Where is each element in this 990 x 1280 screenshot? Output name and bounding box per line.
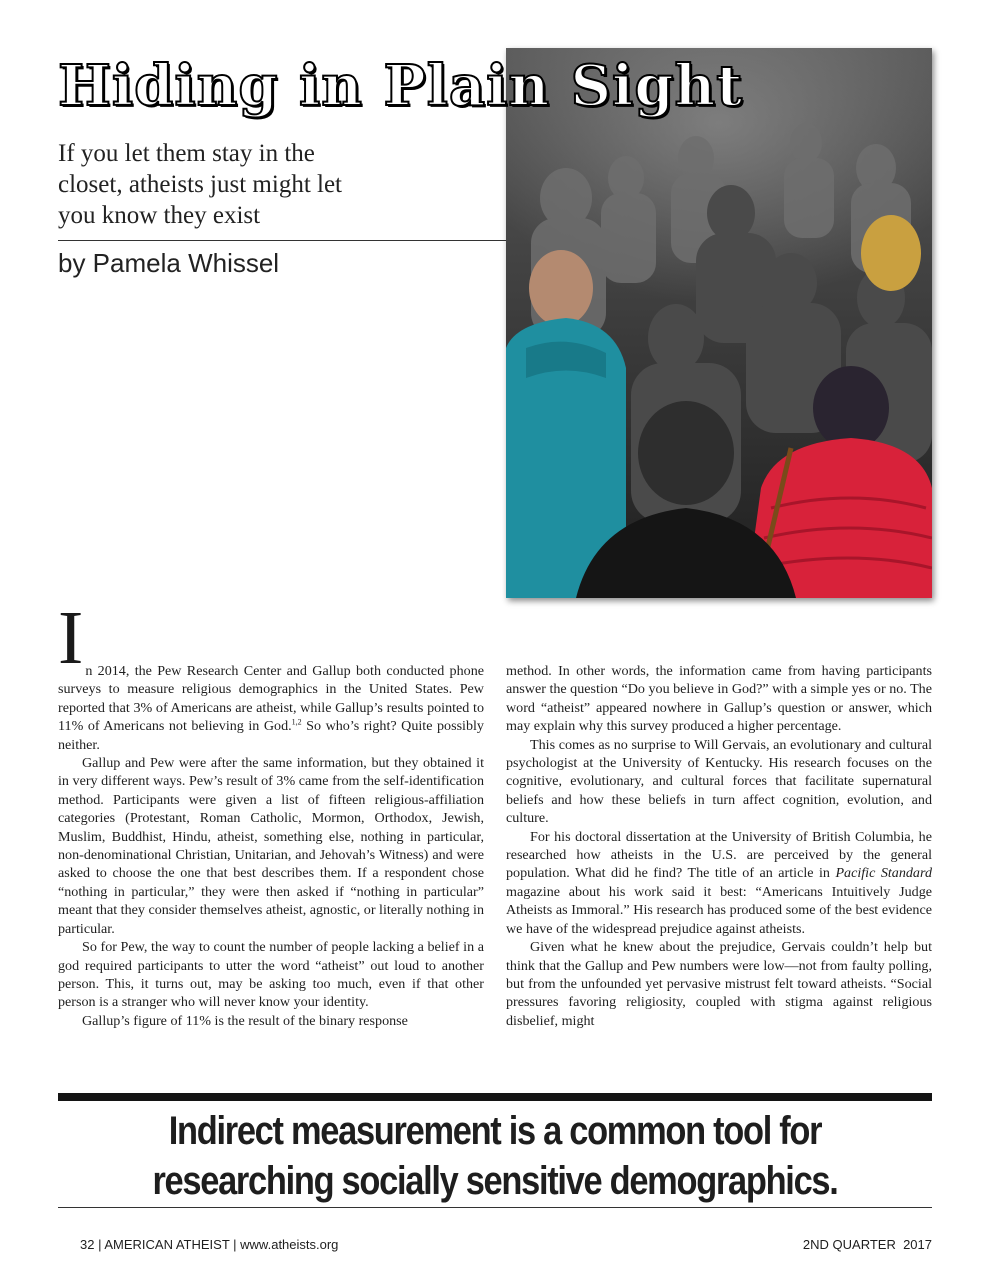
paragraph-6-text-a: For his doctoral dissertation at the University of British Columbia, he researched how atheists in the U.S. are perceived by the general population. What did he find? The title of an article in: [506, 828, 932, 882]
pull-quote-bottom-rule: [58, 1207, 932, 1208]
headline: Hiding in Plain Sight: [58, 53, 744, 119]
paragraph-4: Gallup’s figure of 11% is the result of the binary response: [82, 1012, 408, 1029]
footer-issue-date: 2ND QUARTER 2017: [802, 1237, 932, 1252]
byline: by Pamela Whissel: [58, 248, 280, 278]
paragraph-6-text-b: magazine about his work said it best: “Americans Intuitively Judge Atheists as Immoral.” His research has produced some of the best evidence we have of the widespread prejudice against atheists.: [506, 883, 932, 937]
body-column-right: [506, 662, 932, 1030]
publication-name: Pacific Standard: [835, 865, 932, 882]
paragraph-1-tail: So who’s right? Quite possibly neither.: [58, 718, 484, 753]
title-divider: [58, 240, 506, 241]
body-column-left: [58, 596, 484, 1030]
drop-cap: I: [58, 596, 84, 680]
paragraph-6: [506, 828, 932, 938]
paragraph-1-text: n 2014, the Pew Research Center and Gallup both conducted phone surveys to measure religious demographics in the United States. Pew reported that 3% of Americans are atheist, while Gallup’s results pointed to 11% of Americans not believing in God.: [58, 663, 484, 735]
pull-quote: Indirect measurement is a common tool for researching socially sensitive demographics.: [152, 1109, 838, 1203]
paragraph-4-continued: method. In other words, the information came from having participants answer the question “Do you believe in God?” with a simple yes or no. The word “atheist” appeared nowhere in Gallup’s question or answer, which may explain why this survey produced a higher percentage.: [506, 663, 932, 735]
paragraph-1: [58, 596, 484, 754]
crowd-photo: [506, 48, 932, 598]
subtitle: If you let them stay in the closet, atheists just might let you know they exist: [58, 140, 342, 229]
paragraph-3: So for Pew, the way to count the number of people lacking a belief in a god required participants to utter the word “atheist” out loud to another person. This, it turns out, may be asking too much, even if that other person is a stranger who will never know your identity.: [58, 939, 484, 1011]
pull-quote-top-rule: [58, 1093, 932, 1101]
paragraph-2: Gallup and Pew were after the same information, but they obtained it in very different ways. Pew’s result of 3% came from the self-identification method. Participants were given a list of fifteen religious-affiliation categories (Protestant, Roman Catholic, Mormon, Orthodox, Jewish, Muslim, Buddhist, Hindu, atheist, something else, nothing in particular, non-denominational Christian, Unitarian, and Jehovah’s Witness) and were asked to choose the one that best describes them. If a respondent chose “nothing in particular,” they were then asked if “nothing in particular” meant that they consider themselves atheist, agnostic, or literally nothing in particular.: [58, 755, 484, 937]
footnote-ref: 1,2: [291, 717, 302, 727]
crowd-illustration: [506, 48, 932, 598]
footer-page-info: 32 | AMERICAN ATHEIST | www.atheists.org: [80, 1237, 339, 1252]
paragraph-7: Given what he knew about the prejudice, Gervais couldn’t help but think that the Gallup and Pew numbers were low—not from faulty polling, but from the unfounded yet pervasive mistrust felt toward atheists. “Social pressures favoring religiosity, coupled with stigma against religious disbelief, might: [506, 939, 932, 1029]
paragraph-5: This comes as no surprise to Will Gervais, an evolutionary and cultural psychologist at the University of Kentucky. His research focuses on the cognitive, evolutionary, and cultural forces that facilitate supernatural beliefs and how these beliefs in turn affect cognition, evolution, and culture.: [506, 736, 932, 827]
